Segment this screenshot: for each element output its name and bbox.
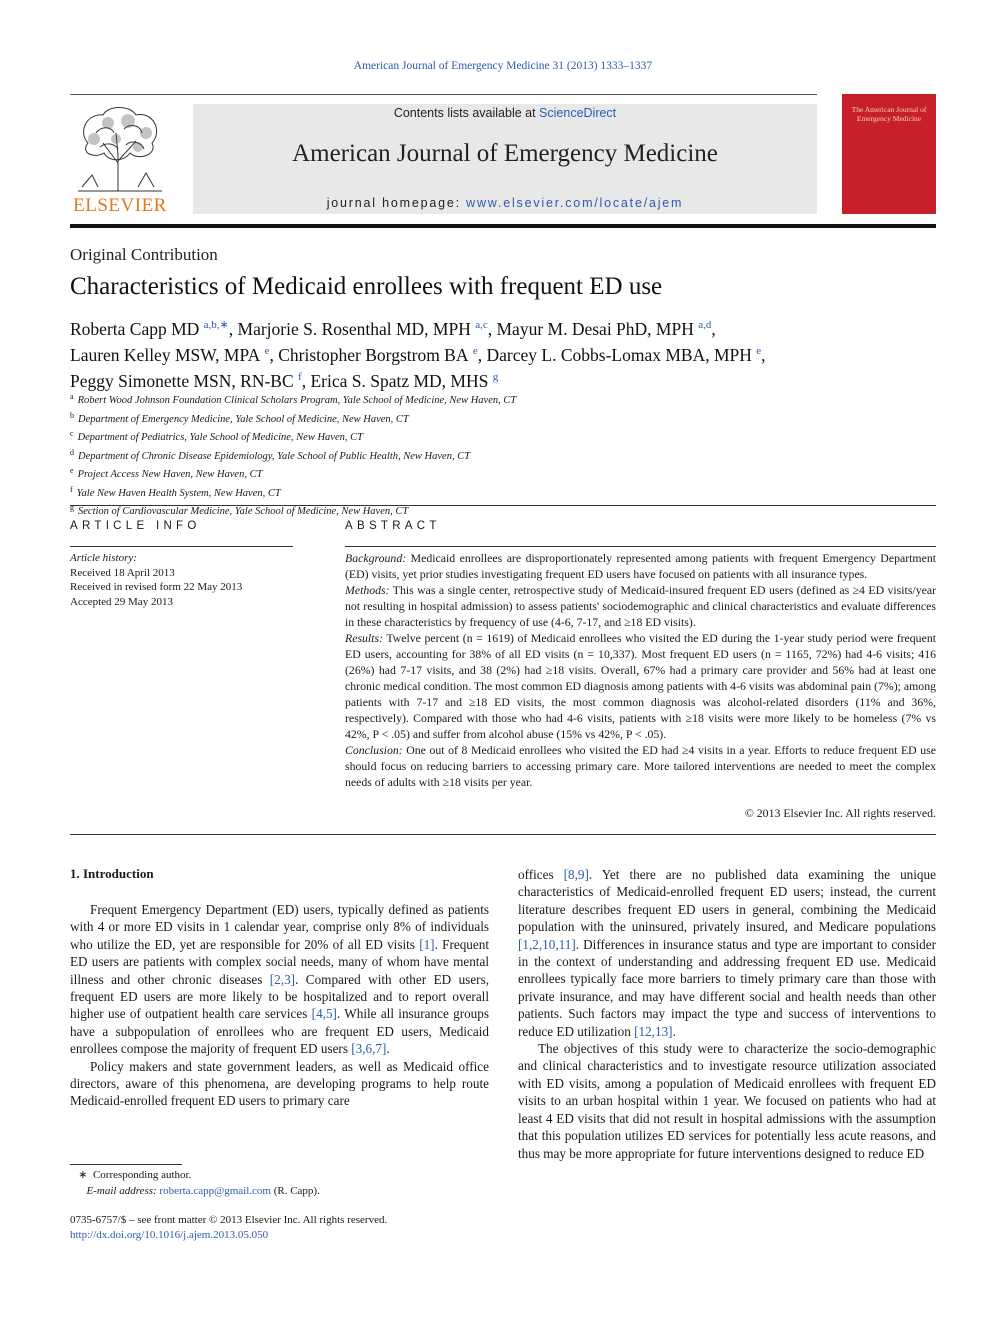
- abstract-end-rule: [70, 834, 936, 835]
- author-separator: ,: [301, 371, 311, 391]
- abstract-section-label: Conclusion:: [345, 743, 403, 757]
- corresponding-line: [70, 1167, 320, 1183]
- footnote-marker: ∗: [78, 1169, 88, 1181]
- introduction-heading: 1. Introduction: [70, 866, 154, 881]
- reference-link[interactable]: [1]: [419, 936, 435, 952]
- author-affiliation-marker[interactable]: a,d: [698, 319, 712, 331]
- corresponding-label: Corresponding author.: [92, 1169, 192, 1181]
- footnote-rule: [70, 1164, 182, 1165]
- author-separator: ,: [228, 319, 238, 339]
- abstract-heading: ABSTRACT: [345, 520, 441, 532]
- abstract-underline: [345, 546, 936, 547]
- article-history: [70, 551, 242, 609]
- section-type: Original Contribution: [70, 245, 218, 264]
- abstract-copyright: © 2013 Elsevier Inc. All rights reserved.: [744, 806, 936, 820]
- body-paragraph: [518, 866, 936, 1040]
- body-paragraph: [70, 1058, 489, 1110]
- header-rule: [70, 94, 817, 95]
- reference-link[interactable]: [12,13]: [634, 1023, 673, 1039]
- affiliation-item: [70, 446, 936, 465]
- affiliation-item: [70, 483, 936, 502]
- contents-availability: [193, 106, 817, 120]
- affiliation-key: f: [70, 484, 73, 494]
- header-divider: [70, 224, 936, 228]
- body-text: . Compared with other ED users, frequent ED users are more likely to be hospitalized and to report overall higher use of outpatient health care services: [70, 971, 489, 1022]
- author-name: Marjorie S. Rosenthal MD, MPH: [237, 319, 471, 339]
- affiliation-key: b: [70, 410, 74, 420]
- body-text: .: [386, 1041, 390, 1057]
- abstract-section-label: Background:: [345, 551, 407, 565]
- email-line: [70, 1183, 320, 1199]
- affiliation-item: [70, 464, 936, 483]
- elsevier-tree-icon: [68, 103, 172, 193]
- affiliation-text: Department of Chronic Disease Epidemiology, Yale School of Public Health, New Haven, CT: [78, 450, 471, 462]
- affiliation-key: e: [70, 466, 74, 475]
- journal-homepage: [193, 196, 817, 210]
- body-text: .: [672, 1023, 676, 1039]
- received-date: Received 18 April 2013: [70, 566, 175, 579]
- body-paragraph: [518, 1040, 936, 1162]
- author-list: [70, 314, 936, 392]
- journal-citation[interactable]: American Journal of Emergency Medicine 31 (2013) 1333–1337: [353, 60, 653, 72]
- body-paragraph: [70, 901, 489, 1058]
- abstract-section-text: Medicaid enrollees are disproportionately represented among patients with frequent Emergency Department (ED) visits, yet prior studies investigating frequent ED users have focused on patients with all insurance types.: [345, 551, 936, 581]
- article-title: Characteristics of Medicaid enrollees with frequent ED use: [70, 273, 663, 300]
- email-link[interactable]: roberta.capp@gmail.com: [159, 1185, 271, 1197]
- reference-link[interactable]: [3,6,7]: [351, 1041, 387, 1057]
- homepage-link[interactable]: www.elsevier.com/locate/ajem: [466, 196, 684, 210]
- journal-cover-thumbnail[interactable]: [842, 94, 936, 214]
- body-text: . Differences in insurance status and type are important to consider in the context of understanding and addressing frequent ED use. Medicaid enrollees typically face more barriers to timely primary care than those with private insurance, and may have different social and health needs than other patients. Such factors may impact the type and success of interventions to reduce ED utilization: [518, 936, 936, 1039]
- revised-date: Received in revised form 22 May 2013: [70, 581, 243, 593]
- front-matter: [70, 1213, 387, 1243]
- author-name: Lauren Kelley MSW, MPA: [70, 345, 261, 365]
- body-text: . While all insurance groups have a subpopulation of enrollees who are frequent ED users, Medicaid enrollees compose the majority of frequent ED users: [70, 1006, 490, 1057]
- affiliation-item: [70, 427, 936, 446]
- author-affiliation-marker[interactable]: e: [472, 345, 478, 357]
- abstract-section: [345, 630, 936, 742]
- abstract-section: [345, 582, 936, 630]
- affiliation-text: Robert Wood Johnson Foundation Clinical Scholars Program, Yale School of Medicine, New Haven, CT: [77, 395, 517, 406]
- author-name: Roberta Capp MD: [70, 319, 200, 339]
- author-separator: ,: [761, 345, 766, 365]
- corresponding-author-footnote: [70, 1167, 320, 1199]
- article-info-underline: [70, 546, 293, 547]
- history-label: Article history:: [70, 552, 137, 564]
- affiliation-text: Yale New Haven Health System, New Haven, CT: [76, 487, 281, 499]
- author-affiliation-marker[interactable]: e: [264, 345, 270, 357]
- author-name: Peggy Simonette MSN, RN-BC: [70, 371, 294, 391]
- affiliation-text: Project Access New Haven, New Haven, CT: [77, 469, 263, 480]
- affiliation-item: [70, 501, 936, 520]
- body-text: . Frequent ED users are patients with complex social needs, many of whom have mental illness and other chronic diseases: [70, 936, 489, 987]
- affiliation-key: a: [70, 392, 74, 401]
- body-text: Frequent Emergency Department (ED) users, typically defined as patients with 4 or more ED visits in 1 calendar year, comprise only 8% of individuals who utilize the ED, yet are responsible for 20% of all ED visits: [70, 902, 489, 952]
- abstract-section-label: Results:: [345, 631, 384, 645]
- homepage-prefix: journal homepage:: [326, 196, 467, 210]
- cover-title: The American Journal of Emergency Medicine: [851, 105, 927, 123]
- elsevier-logo[interactable]: [68, 103, 172, 215]
- abstract-section: [345, 742, 936, 790]
- body-text: The objectives of this study were to characterize the socio-demographic and clinical characteristics and to investigate resource utilization associated with ED visits, among a population of Medicaid enrollees with frequent ED visits to an urban hospital within 1 year. We focused on patients who had at least 4 ED visits that did not result in hospital admissions with the assumption that this population utilizes ED services for potentially less acute reasons, and thus may be more appropriate for future interventions designed to reduce ED: [518, 1041, 936, 1161]
- abstract-section: [345, 550, 936, 582]
- affiliation-key: g: [70, 503, 74, 512]
- journal-title: American Journal of Emergency Medicine: [292, 140, 718, 167]
- abstract-section-label: Methods:: [345, 583, 390, 597]
- abstract-section-text: One out of 8 Medicaid enrollees who visited the ED had ≥4 visits in a year. Efforts to reduce frequent ED use should focus on reducing barriers to accessing primary care. More tailored interventions are needed to meet the complex needs of adults with ≥18 visits per year.: [345, 743, 936, 789]
- abstract-body: [345, 550, 936, 790]
- author-affiliation-marker[interactable]: f: [298, 371, 302, 383]
- affiliation-text: Section of Cardiovascular Medicine, Yale School of Medicine, New Haven, CT: [78, 506, 409, 517]
- affiliation-item: [70, 390, 936, 409]
- contents-prefix: Contents lists available at: [393, 106, 540, 120]
- affiliation-key: c: [70, 429, 74, 438]
- reference-link[interactable]: [2,3]: [269, 971, 296, 987]
- reference-link[interactable]: [8,9]: [563, 867, 589, 882]
- affiliation-text: Department of Pediatrics, Yale School of Medicine, New Haven, CT: [77, 432, 363, 443]
- author-separator: ,: [477, 345, 487, 365]
- affiliation-item: [70, 409, 936, 428]
- reference-link[interactable]: [1,2,10,11]: [518, 936, 576, 952]
- author-separator: ,: [269, 345, 279, 365]
- author-name: Darcey L. Cobbs-Lomax MBA, MPH: [486, 345, 752, 365]
- body-text: . Yet there are no published data examining the unique characteristics of Medicaid-enrolled frequent ED users; instead, the current literature describes frequent ED users in general, combining the Medicaid population with the uninsured, privately insured, and Medicare populations: [518, 867, 936, 935]
- author-name: Christopher Borgstrom BA: [278, 345, 469, 365]
- body-column-left: [70, 901, 489, 1110]
- body-text: offices: [518, 867, 564, 882]
- affiliation-text: Department of Emergency Medicine, Yale School of Medicine, New Haven, CT: [78, 413, 409, 425]
- article-info-heading: ARTICLE INFO: [70, 520, 201, 532]
- body-text: Policy makers and state government leaders, as well as Medicaid office directors, aware of this phenomena, are developing programs to help route Medicaid-enrolled frequent ED users to primary care: [70, 1058, 489, 1109]
- doi-link[interactable]: http://dx.doi.org/10.1016/j.ajem.2013.05.050: [70, 1229, 269, 1241]
- reference-link[interactable]: [4,5]: [311, 1006, 337, 1022]
- abstract-section-text: This was a single center, retrospective study of Medicaid-insured frequent ED users (defined as ≥4 ED visits/year not resulting in hospital admission) to assess patients' sociodemographic and clinical characteristics and evaluate differences in these characteristics by frequency of use (4-6, 7-17, and ≥18 ED visits).: [345, 583, 936, 629]
- abstract-section-text: Twelve percent (n = 1619) of Medicaid enrollees who visited the ED during the 1-year study period were frequent ED users, accounting for 38% of all ED visits (n = 10,337). Most frequent ED users (n = 1165, 72%) had 4-6 visits; 416 (26%) had 7-17 visits, and 38 (2%) had ≥18 visits. Overall, 67% had a primary care provider and 56% had at least one chronic medical condition. The most common ED diagnosis among patients with 4-6 visits was abdominal pain (7%); among patients with 7-17 and ≥18 ED visits, the most common diagnosis was alcohol-related disorders (11% and 36%, respectively). Compared with those who had 4-6 visits, patients with ≥18 visits were more likely to be homeless (7% vs 42%, P < .05) and suffer from alcohol abuse (15% vs 42%, P < .05).: [345, 631, 936, 741]
- journal-masthead: [193, 104, 817, 214]
- elsevier-wordmark: ELSEVIER: [73, 195, 167, 216]
- author-affiliation-marker[interactable]: e: [756, 345, 762, 357]
- author-separator: ,: [711, 319, 716, 339]
- email-label: E-mail address:: [86, 1185, 157, 1197]
- author-affiliation-marker[interactable]: a,c: [475, 319, 488, 331]
- sciencedirect-link[interactable]: ScienceDirect: [539, 106, 617, 120]
- author-name: Mayur M. Desai PhD, MPH: [496, 319, 694, 339]
- author-separator: ,: [487, 319, 497, 339]
- author-affiliation-marker[interactable]: g: [492, 371, 499, 383]
- author-affiliation-marker[interactable]: a,b,∗: [203, 319, 229, 331]
- issn-line: 0735-6757/$ – see front matter © 2013 Elsevier Inc. All rights reserved.: [70, 1214, 388, 1226]
- affiliation-key: d: [70, 447, 74, 457]
- affiliation-list: [70, 390, 936, 520]
- accepted-date: Accepted 29 May 2013: [70, 595, 173, 608]
- article-info-rule: [70, 505, 936, 506]
- body-column-right: [518, 866, 936, 1162]
- author-name: Erica S. Spatz MD, MHS: [310, 371, 489, 391]
- email-suffix: (R. Capp).: [270, 1185, 320, 1197]
